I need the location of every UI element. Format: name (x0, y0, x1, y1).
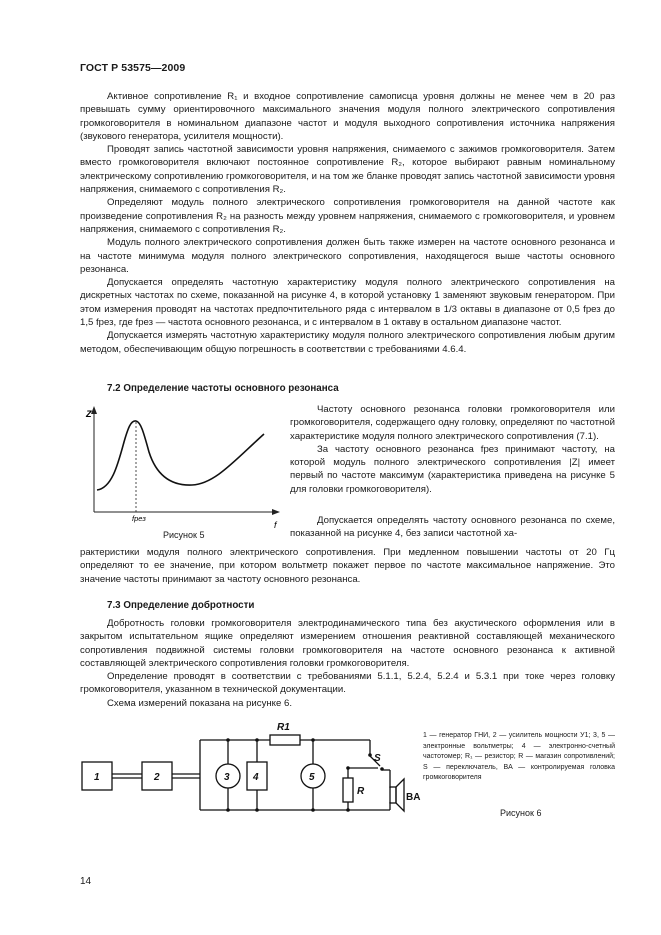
document-header: ГОСТ Р 53575—2009 (80, 62, 186, 74)
figure-5-caption: Рисунок 5 (163, 530, 205, 540)
paragraph: За частоту основного резонанса fрез принимают частоту, на которой модуль полного электрического сопротивления |Z| имеет первый по частоте максимум (характеристика приведена на рисунке 5 для головки громкоговорителя). (290, 443, 615, 495)
impedance-curve (97, 421, 264, 490)
ba-label: BA (406, 792, 421, 803)
section-heading-7-2: 7.2 Определение частоты основного резонанса (107, 383, 339, 394)
paragraph: Определение проводят в соответствии с требованиями 5.1.1, 5.2.4, 5.2.4 и 5.3.1 при токе через головку громкоговорителя, указанном в технической документации. (80, 671, 615, 696)
speaker-ba (390, 787, 396, 803)
page-number: 14 (80, 876, 92, 887)
paragraph: Определяют модуль полного электрического сопротивления громкоговорителя на данной частоте как произведение сопротивления R₂ на разность между уровнем напряжения, снимаемого с громкоговорителя, и уровнем напряжения, снимаемого с сопротивления R₂. (80, 197, 615, 235)
section-7-2-side-text (290, 403, 615, 541)
paragraph: Схема измерений показана на рисунке 6. (107, 697, 292, 709)
section-heading-7-3: 7.3 Определение добротности (107, 600, 255, 611)
figure-6-caption: Рисунок 6 (500, 808, 542, 818)
body-text-top (80, 90, 615, 356)
resistor-r1 (270, 735, 300, 745)
paragraph: Активное сопротивление R₁ и входное сопротивление самописца уровня должны не менее чем в 20 раз превышать сумму ориентировочного максимального значения модуля полного электрического сопротивления громкоговорителя в номинальном диапазоне частот и модуля выходного сопротивления источника напряжения (звукового генератора, усилителя мощности). (80, 91, 615, 142)
x-axis-label: f (274, 520, 277, 530)
paragraph: Допускается определять частоту основного резонанса по схеме, показанной на рисунке 4, без записи частотной ха- (290, 515, 615, 540)
s-label: S (374, 753, 381, 764)
section-7-3-text (80, 617, 615, 710)
block-1-label: 1 (94, 772, 100, 783)
paragraph: рактеристики модуля полного электрического сопротивления. При медленном повышении частоты от 20 Гц определяют то ее значение, при котором вольтметр покажет первое по частоте максимальное напряжение. Это значение частоты принимают за частоту основного резонанса. (80, 547, 615, 585)
paragraph: Допускается измерять частотную характеристику модуля полного электрического сопротивления любым другим методом, обеспечивающим общую погрешность в соответствии с требованиями 4.6.4. (80, 330, 615, 355)
paragraph: Добротность головки громкоговорителя электродинамического типа без акустического оформления или в закрытом испытательном ящике определяют измерением отношения реактивной составляющей механического сопротивления подвижной системы головки громкоговорителя на частоте основного резонанса к активной составляющей электрического сопротивления головки громкоговорителя. (80, 618, 615, 669)
resistor-r (343, 778, 353, 802)
figure-6-legend: 1 — генератор ГНИ, 2 — усилитель мощности У1; 3, 5 — электронные вольтметры; 4 — электронно-счетный частотомер; R₁ — резистор; R — магазин сопротивлений; S — переключатель, BA — контролируемая головка громкоговорителя (423, 732, 615, 782)
paragraph: Частоту основного резонанса головки громкоговорителя или громкоговорителя, содержащего одну головку, определяют по частотной характеристике модуля полного электрического сопротивления (7.1). (290, 404, 615, 442)
figure-6-measurement-circuit (78, 718, 423, 833)
y-axis-label: Z (86, 409, 92, 419)
figure-5-impedance-curve (80, 404, 280, 534)
block-2-label: 2 (154, 772, 160, 783)
paragraph: Модуль полного электрического сопротивления должен быть также измерен на частоте основного резонанса и на частоте минимума модуля полного электрического сопротивления, находящегося выше частоты основного резонанса. (80, 237, 615, 275)
block-3-label: 3 (224, 772, 230, 783)
y-axis-arrow (91, 406, 97, 414)
x-axis-arrow (272, 509, 280, 515)
block-5-label: 5 (309, 772, 315, 783)
r-label: R (357, 786, 365, 797)
r1-label: R1 (277, 722, 290, 733)
resonance-marker-label: fрез (132, 514, 146, 523)
paragraph: Проводят запись частотной зависимости уровня напряжения, снимаемого с зажимов громкоговорителя. Затем вместо громкоговорителя включают постоянное сопротивление R₂, которое выбирают равным номинальному электрическому сопротивлению громкоговорителя, и на том же бланке проводят запись частотной зависимости уровня напряжения, снимаемого с сопротивления R₂. (80, 144, 615, 196)
paragraph: Допускается определять частотную характеристику модуля полного электрического сопротивления на дискретных частотах по схеме, показанной на рисунке 4, в которой установку 1 заменяют звуковым генератором. При этом измерения проводят на частотах предпочтительного ряда с интервалом в 1/3 октавы в диапазоне от 0,5 fрез до 1,5 fрез, где fрез — частота основного резонанса, и с интервалом в 1 октаву в остальном диапазоне частот. (80, 277, 615, 329)
section-7-2-continuation (80, 546, 615, 586)
block-4-label: 4 (253, 772, 259, 783)
